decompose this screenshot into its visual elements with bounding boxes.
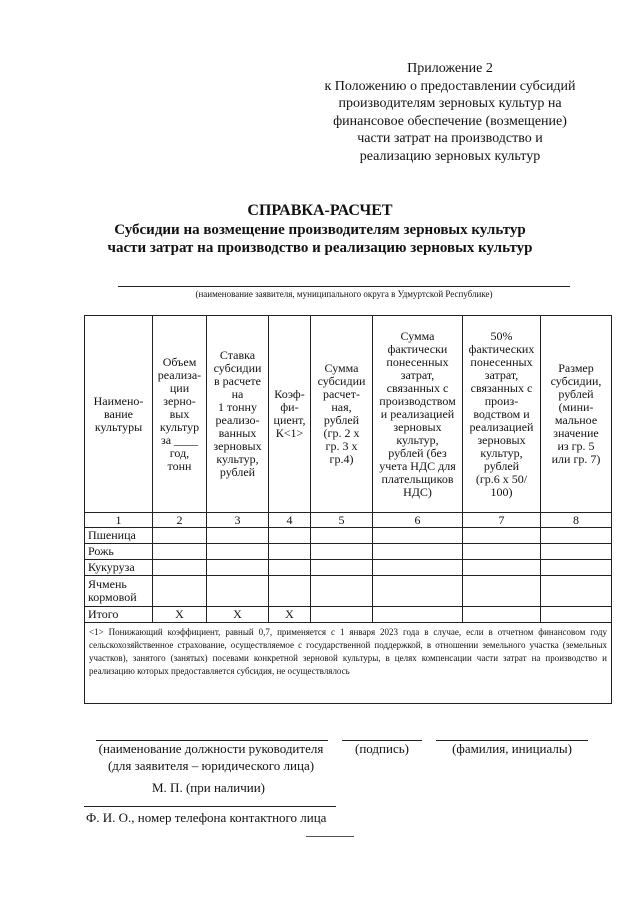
column-header-line: реализацией bbox=[469, 419, 534, 434]
column-header-line: плательщиков bbox=[381, 471, 454, 486]
appendix-line: Приложение 2 bbox=[407, 61, 493, 76]
table-cell[interactable] bbox=[463, 528, 541, 544]
column-header-line: из гр. 5 bbox=[557, 439, 595, 453]
crop-name-line: Ячмень bbox=[88, 577, 127, 591]
total-row bbox=[85, 607, 612, 623]
table-cell[interactable] bbox=[463, 576, 541, 607]
column-header-line: ная, bbox=[331, 400, 352, 414]
table-cell[interactable] bbox=[207, 576, 269, 607]
appendix-line: части затрат на производство и bbox=[357, 131, 543, 146]
signature-caption: (подпись) bbox=[355, 741, 409, 756]
table-cell[interactable] bbox=[207, 560, 269, 576]
table-row bbox=[85, 560, 612, 576]
column-header-line: в расчете bbox=[213, 374, 261, 388]
column-header-line: гр.4) bbox=[329, 452, 354, 466]
not-applicable-mark: X bbox=[207, 607, 269, 623]
column-header-line: фи- bbox=[280, 400, 299, 414]
column-header-line: Ставка bbox=[219, 348, 256, 362]
contact-line bbox=[84, 806, 336, 807]
column-number: 2 bbox=[153, 513, 207, 528]
column-header-line: культур, bbox=[480, 445, 523, 460]
table-cell[interactable] bbox=[463, 607, 541, 623]
table-cell[interactable] bbox=[373, 544, 463, 560]
column-header-line: субсидии bbox=[317, 374, 366, 388]
column-header-line: 100) bbox=[490, 484, 513, 499]
document-title: СПРАВКА-РАСЧЕТ bbox=[247, 202, 393, 219]
applicant-name-line bbox=[118, 286, 570, 287]
table-cell[interactable] bbox=[463, 544, 541, 560]
position-caption-line: (наименование должности руководителя bbox=[98, 741, 324, 756]
crop-name: Рожь bbox=[85, 544, 153, 560]
table-cell[interactable] bbox=[541, 576, 612, 607]
column-header-line: на bbox=[231, 387, 244, 401]
column-header-line: фактически bbox=[387, 341, 448, 356]
crop-name bbox=[85, 576, 153, 607]
column-header-line: 50% bbox=[490, 328, 513, 343]
column-header-line: циент, bbox=[273, 413, 306, 427]
table-cell[interactable] bbox=[311, 528, 373, 544]
column-number: 7 bbox=[463, 513, 541, 528]
column-header-line: учета НДС для bbox=[379, 458, 456, 473]
column-header-line: Размер bbox=[558, 361, 594, 375]
column-header-line: затрат, bbox=[400, 367, 435, 382]
name-caption: (фамилия, инициалы) bbox=[452, 741, 572, 756]
end-line bbox=[306, 836, 354, 837]
table-row bbox=[85, 528, 612, 544]
column-header-line: культуры bbox=[94, 419, 143, 434]
column-header-line: произ- bbox=[484, 393, 519, 408]
column-header-line: связанных с bbox=[470, 380, 533, 395]
column-number: 3 bbox=[207, 513, 269, 528]
table-cell[interactable] bbox=[153, 576, 207, 607]
column-header-line: зерновых bbox=[393, 419, 442, 434]
table-cell[interactable] bbox=[463, 560, 541, 576]
column-header-line: год, bbox=[169, 445, 190, 460]
table-cell[interactable] bbox=[153, 544, 207, 560]
table-cell[interactable] bbox=[269, 528, 311, 544]
column-number-row bbox=[85, 513, 612, 528]
column-header-line: Сумма bbox=[324, 361, 359, 375]
column-number: 4 bbox=[269, 513, 311, 528]
table-cell[interactable] bbox=[207, 528, 269, 544]
column-header-line: Коэф- bbox=[274, 387, 305, 401]
table-cell[interactable] bbox=[541, 560, 612, 576]
column-number: 5 bbox=[311, 513, 373, 528]
calculation-table bbox=[84, 315, 612, 704]
column-header-line: рублей bbox=[219, 465, 256, 479]
table-cell[interactable] bbox=[269, 544, 311, 560]
column-header-line: Сумма bbox=[400, 328, 435, 343]
appendix-block bbox=[300, 60, 600, 165]
total-label: Итого bbox=[85, 607, 153, 623]
column-header-line: значение bbox=[553, 426, 599, 440]
column-number: 6 bbox=[373, 513, 463, 528]
column-header-line: понесенных bbox=[470, 354, 533, 369]
table-cell[interactable] bbox=[373, 560, 463, 576]
table-cell[interactable] bbox=[153, 528, 207, 544]
column-header bbox=[85, 316, 153, 513]
column-header bbox=[373, 316, 463, 513]
table-cell[interactable] bbox=[311, 576, 373, 607]
column-header-line: ванных bbox=[218, 426, 257, 440]
table-row bbox=[85, 544, 612, 560]
document-subtitle: Субсидии на возмещение производителям зерновых культур bbox=[114, 222, 526, 238]
column-header-line: культур, bbox=[216, 452, 259, 466]
column-header-line: связанных с bbox=[386, 380, 449, 395]
column-header bbox=[541, 316, 612, 513]
not-applicable-mark: X bbox=[269, 607, 311, 623]
column-header-line: мальное bbox=[554, 413, 598, 427]
column-header-line: вание bbox=[103, 406, 133, 421]
column-header-line: и реализацией bbox=[380, 406, 455, 421]
column-header-line: культур bbox=[159, 419, 200, 434]
column-header bbox=[463, 316, 541, 513]
table-cell[interactable] bbox=[269, 576, 311, 607]
column-header-line: водством и bbox=[473, 406, 530, 421]
stamp-note: М. П. (при наличии) bbox=[152, 780, 266, 795]
column-header-line: (гр. 2 х bbox=[323, 426, 360, 440]
footnote-row bbox=[85, 623, 612, 704]
column-header-line: рублей bbox=[323, 413, 360, 427]
column-header-line: затрат, bbox=[484, 367, 519, 382]
column-header-line: понесенных bbox=[386, 354, 449, 369]
document-subtitle: части затрат на производство и реализацию зерновых культур bbox=[107, 240, 533, 256]
column-header-line: (гр.6 х 50/ bbox=[475, 471, 528, 486]
column-header-line: рублей (без bbox=[388, 445, 447, 460]
table-cell[interactable] bbox=[311, 607, 373, 623]
column-header-line: субсидии, bbox=[550, 374, 602, 388]
column-header-line: 1 тонну bbox=[218, 400, 257, 414]
table-cell[interactable] bbox=[269, 560, 311, 576]
column-header-line: НДС) bbox=[403, 484, 432, 499]
appendix-line: реализацию зерновых культур bbox=[359, 148, 541, 164]
position-caption bbox=[88, 740, 334, 774]
position-caption-line: (для заявителя – юридического лица) bbox=[107, 758, 315, 773]
table-cell[interactable] bbox=[373, 576, 463, 607]
column-header-line: производством bbox=[379, 393, 456, 408]
column-header bbox=[311, 316, 373, 513]
applicant-caption: (наименование заявителя, муниципального округа в Удмуртской Республике) bbox=[195, 289, 493, 299]
column-header-line: рублей bbox=[558, 387, 594, 401]
column-header-line: зерно- bbox=[163, 393, 196, 408]
table-cell[interactable] bbox=[541, 607, 612, 623]
column-header-line: культур, bbox=[396, 432, 439, 447]
column-header-line: вых bbox=[169, 406, 190, 421]
column-header-line: (мини- bbox=[558, 400, 594, 414]
column-header-line: или гр. 7) bbox=[551, 452, 601, 466]
footnote: <1> Понижающий коэффициент, равный 0,7, применяется с 1 января 2023 года в случае, если в отчетном финансовом году сельскохозяйственное страхование, осуществляемое с государственной поддержкой, в отношении земельного участка (земельных участков), занятого (занятых) посевами конкретной зерновой культуры, в целях компенсации части затрат на производство и реализацию которых предоставляется субсидия, не осуществлялось bbox=[85, 623, 612, 704]
crop-name-line: кормовой bbox=[88, 590, 137, 604]
column-header-line: зерновых bbox=[477, 432, 526, 447]
appendix-line: финансовое обеспечение (возмещение) bbox=[333, 113, 567, 129]
column-header-line: субсидии bbox=[213, 361, 262, 375]
column-header-line: Наимено- bbox=[93, 393, 144, 408]
appendix-line: к Положению о предоставлении субсидий bbox=[324, 78, 576, 94]
column-header-line: реализо- bbox=[215, 413, 260, 427]
column-header-line: Объем bbox=[162, 354, 197, 369]
table-cell[interactable] bbox=[373, 607, 463, 623]
column-header-line: гр. 3 х bbox=[325, 439, 358, 453]
table-row bbox=[85, 576, 612, 607]
column-header bbox=[153, 316, 207, 513]
contact-caption: Ф. И. О., номер телефона контактного лица bbox=[86, 810, 327, 825]
column-header-line: реализа- bbox=[157, 367, 202, 382]
crop-name: Кукуруза bbox=[85, 560, 153, 576]
not-applicable-mark: X bbox=[153, 607, 207, 623]
column-header-line: К<1> bbox=[275, 426, 304, 440]
column-header bbox=[207, 316, 269, 513]
column-header-line: рублей bbox=[483, 458, 520, 473]
table-header-row bbox=[85, 316, 612, 513]
crop-name: Пшеница bbox=[85, 528, 153, 544]
table-cell[interactable] bbox=[373, 528, 463, 544]
column-header-line: зерновых bbox=[213, 439, 262, 453]
table-cell[interactable] bbox=[541, 528, 612, 544]
table-cell[interactable] bbox=[541, 544, 612, 560]
table-cell[interactable] bbox=[311, 560, 373, 576]
column-header bbox=[269, 316, 311, 513]
column-header-line: расчет- bbox=[322, 387, 360, 401]
column-header-line: тонн bbox=[167, 458, 192, 473]
appendix-line: производителям зерновых культур на bbox=[338, 96, 562, 111]
column-header-line: ции bbox=[169, 380, 190, 395]
table-cell[interactable] bbox=[311, 544, 373, 560]
column-number: 1 bbox=[85, 513, 153, 528]
table-cell[interactable] bbox=[153, 560, 207, 576]
table-cell[interactable] bbox=[207, 544, 269, 560]
column-header-line: за ____ bbox=[160, 432, 199, 447]
column-number: 8 bbox=[541, 513, 612, 528]
column-header-line: фактических bbox=[468, 341, 535, 356]
